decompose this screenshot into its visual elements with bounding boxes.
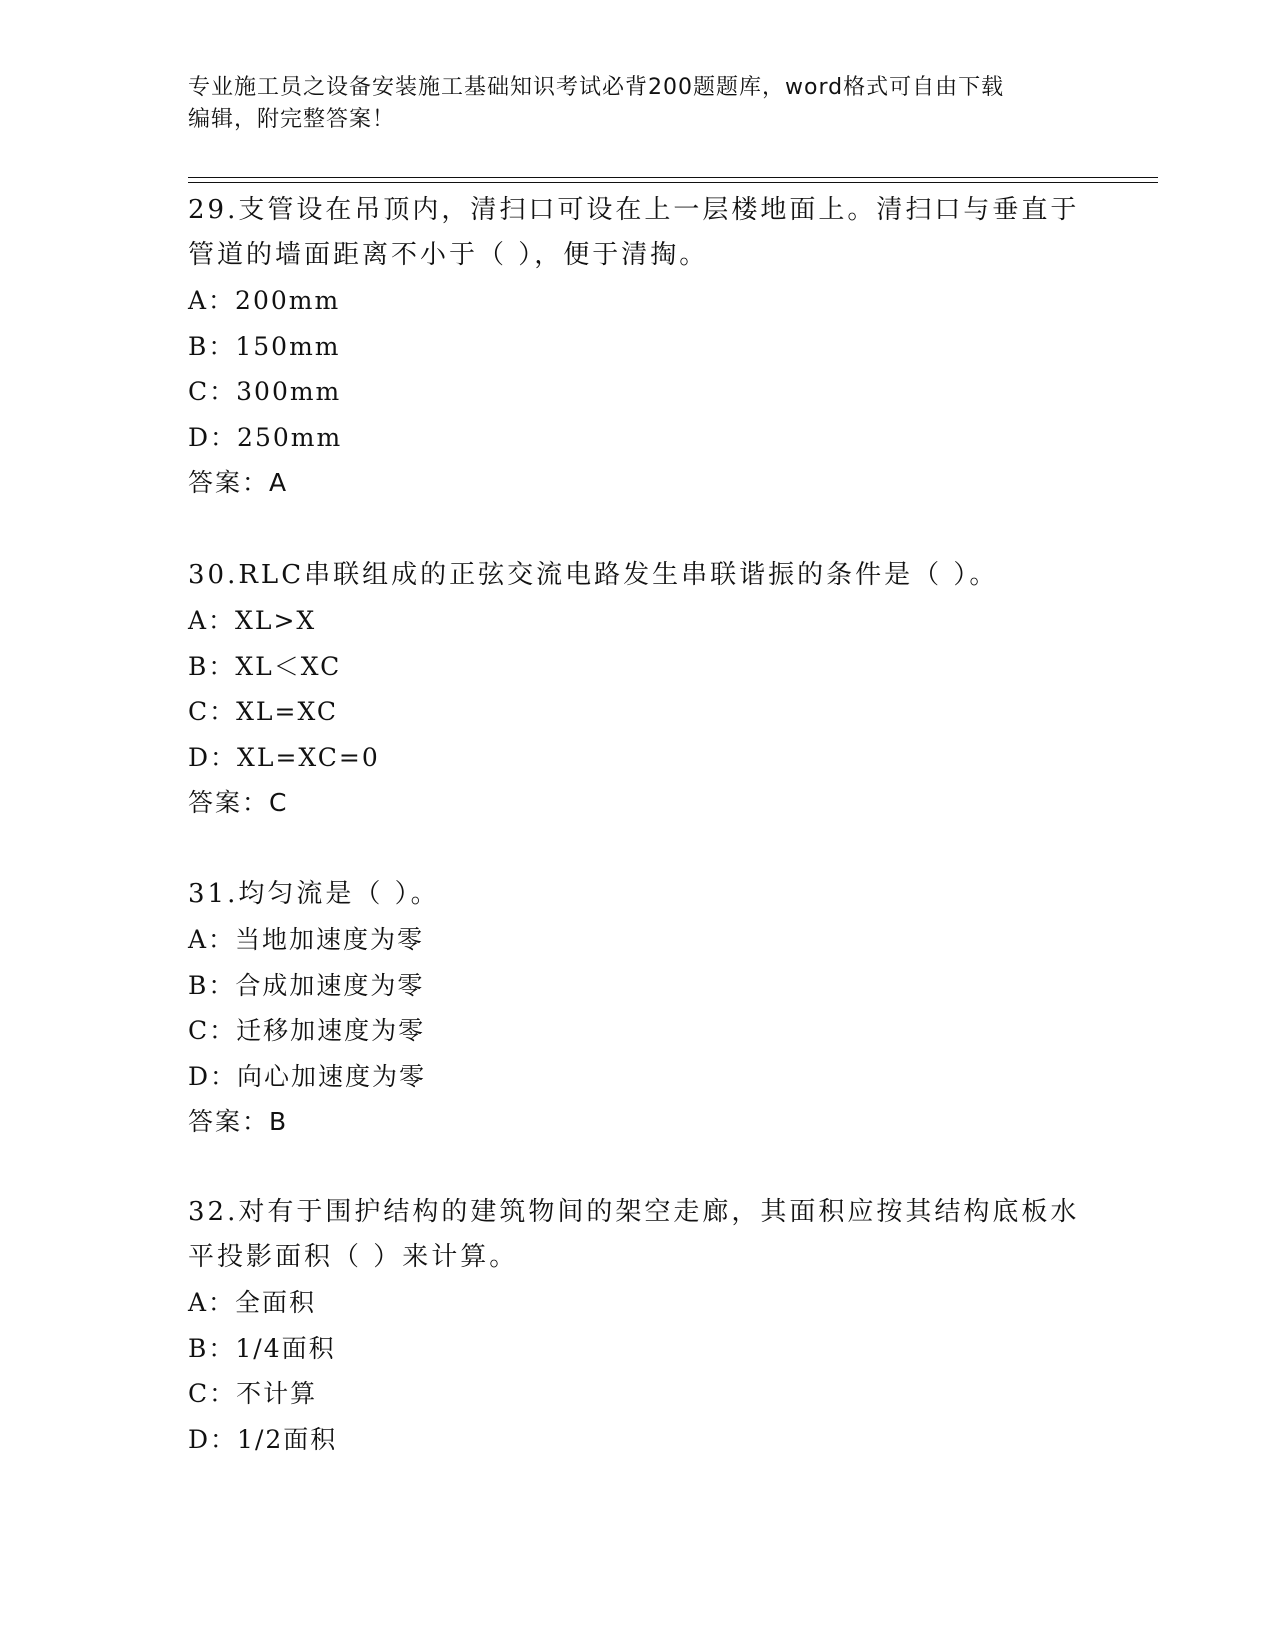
answer-text: 答案：C	[188, 788, 289, 817]
option-d: D：向心加速度为零	[188, 1061, 427, 1091]
question-stem-line-2: 管道的墙面距离不小于（ ），便于清掏。	[188, 240, 709, 270]
question-stem-line-1: 32.对有于围护结构的建筑物间的架空走廊，其面积应按其结构底板水	[188, 1197, 1080, 1227]
question-stem-line-1: 29.支管设在吊顶内，清扫口可设在上一层楼地面上。清扫口与垂直于	[188, 195, 1080, 225]
option-a: A：200mm	[188, 286, 341, 315]
option-b: B：XL＜XC	[188, 651, 342, 681]
document-header	[188, 72, 1088, 136]
question-30	[188, 553, 1088, 825]
option-c: C：迁移加速度为零	[188, 1016, 426, 1045]
option-d: D：XL=XC=0	[188, 742, 380, 772]
header-title-line-2: 编辑，附完整答案！	[188, 107, 396, 132]
option-c: C：不计算	[188, 1379, 318, 1408]
option-b: B：合成加速度为零	[188, 970, 425, 1000]
option-c: C：300mm	[188, 377, 342, 406]
question-31	[188, 872, 1088, 1144]
header-divider-bottom	[188, 182, 1158, 183]
option-d: D：1/2面积	[188, 1424, 338, 1454]
question-32	[188, 1190, 1088, 1462]
option-b: B：1/4面积	[188, 1333, 336, 1363]
header-divider-top	[188, 177, 1158, 178]
option-c: C：XL=XC	[188, 697, 338, 726]
question-stem-line-2: 平投影面积（ ）来计算。	[188, 1242, 519, 1272]
option-a: A：全面积	[188, 1288, 317, 1317]
option-b: B：150mm	[188, 331, 341, 361]
answer-text: 答案：B	[188, 1107, 289, 1136]
answer-text: 答案：A	[188, 468, 289, 497]
option-a: A：当地加速度为零	[188, 925, 425, 954]
option-d: D：250mm	[188, 422, 343, 452]
header-title-line-1: 专业施工员之设备安装施工基础知识考试必背200题题库，word格式可自由下载	[188, 75, 1005, 100]
question-29	[188, 188, 1088, 505]
question-stem-line-1: 31.均匀流是（ ）。	[188, 879, 440, 909]
option-a: A：XL>X	[188, 606, 317, 635]
question-stem-line-1: 30.RLC串联组成的正弦交流电路发生串联谐振的条件是（ ）。	[188, 560, 999, 590]
